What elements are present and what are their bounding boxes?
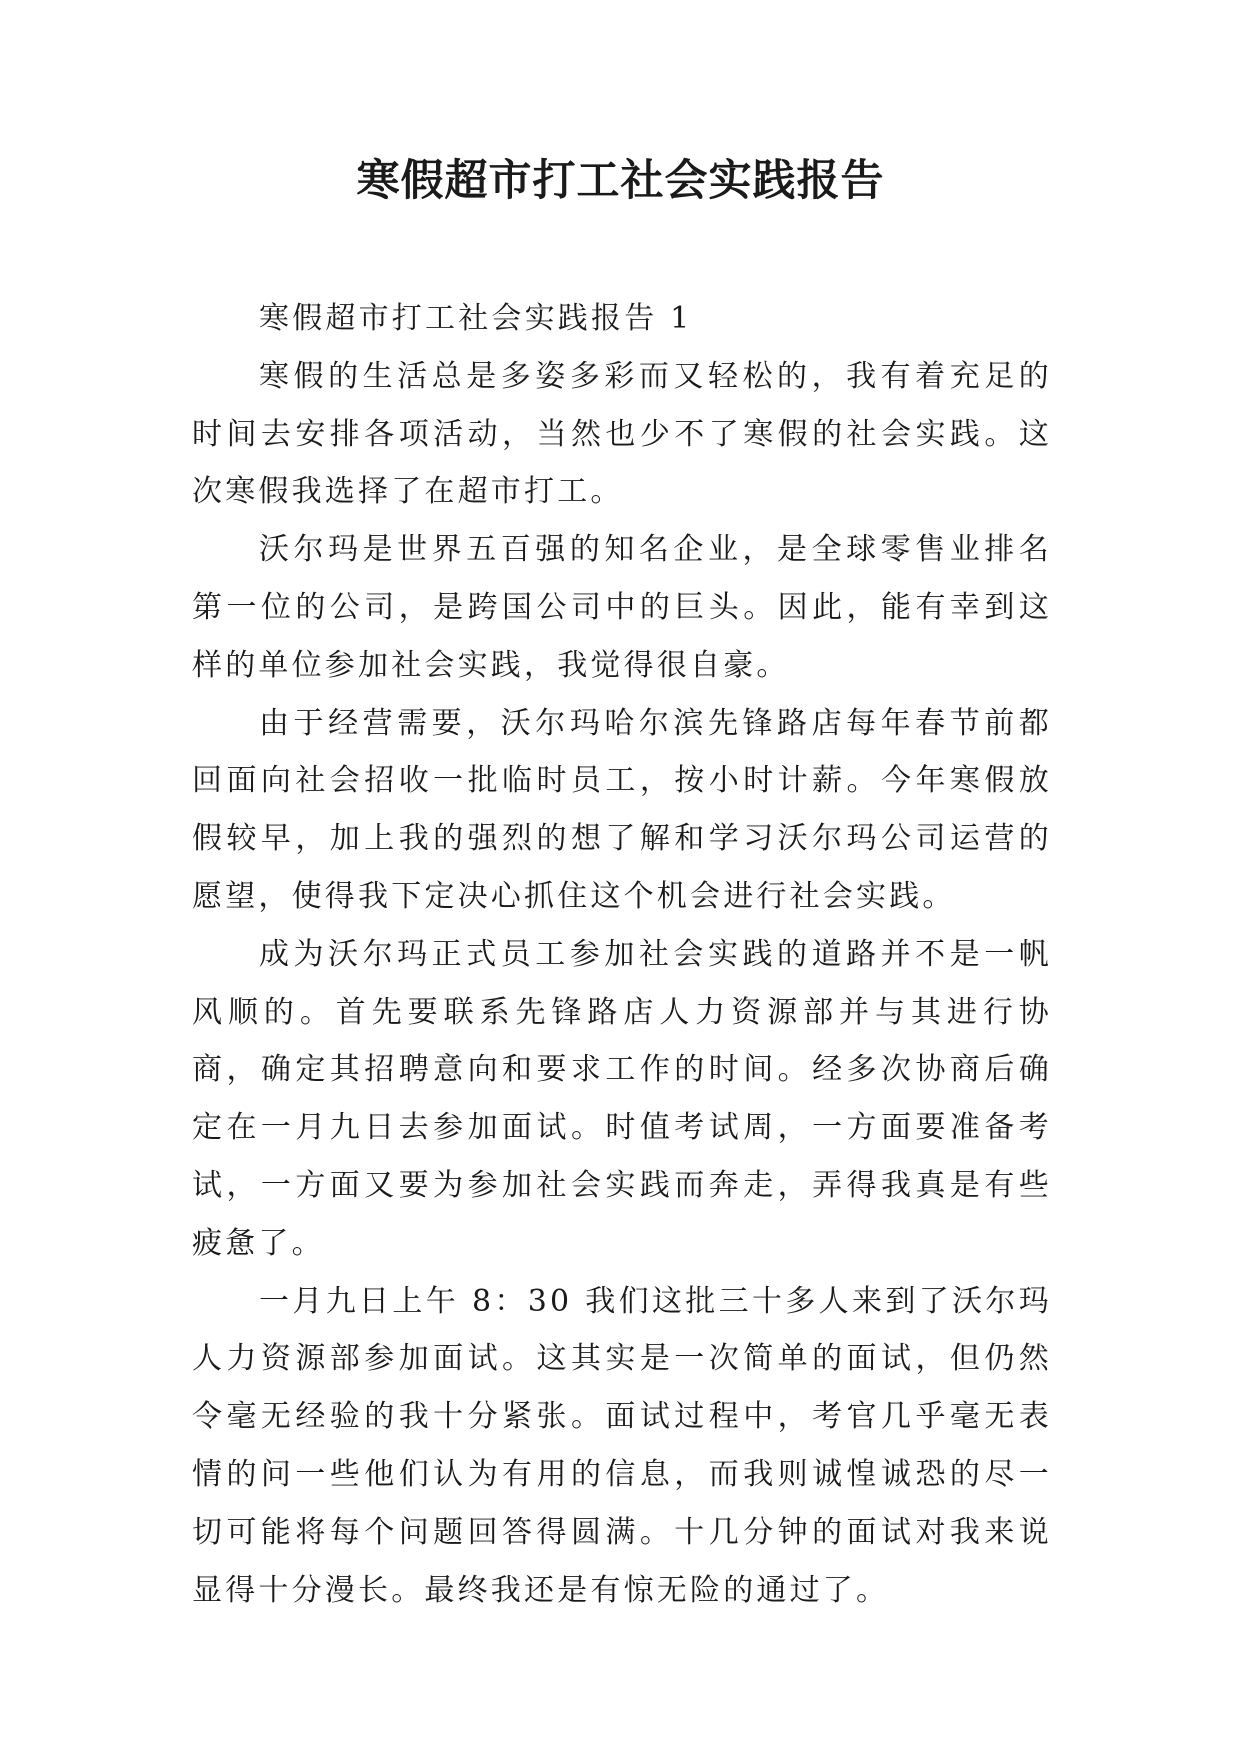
document-title: 寒假超市打工社会实践报告 [356, 156, 885, 206]
paragraph: 沃尔玛是世界五百强的知名企业，是全球零售业排名第一位的公司，是跨国公司中的巨头。因此，能有幸到这样的单位参加社会实践，我觉得很自豪。 [192, 532, 1052, 683]
section-heading: 寒假超市打工社会实践报告 1 [259, 301, 693, 336]
document-body [192, 290, 1052, 1619]
paragraph: 成为沃尔玛正式员工参加社会实践的道路并不是一帆风顺的。首先要联系先锋路店人力资源部并与其进行协商，确定其招聘意向和要求工作的时间。经多次协商后确定在一月九日去参加面试。时值考试周，一方面要准备考试，一方面又要为参加社会实践而奔走，弄得我真是有些疲惫了。 [192, 936, 1052, 1261]
paragraph: 一月九日上午 8：30 我们这批三十多人来到了沃尔玛人力资源部参加面试。这其实是一次简单的面试，但仍然令毫无经验的我十分紧张。面试过程中，考官几乎毫无表情的问一些他们认为有用的信息，而我则诚惶诚恐的尽一切可能将每个问题回答得圆满。十几分钟的面试对我来说显得十分漫长。最终我还是有惊无险的通过了。 [192, 1283, 1052, 1608]
paragraph: 由于经营需要，沃尔玛哈尔滨先锋路店每年春节前都回面向社会招收一批临时员工，按小时计薪。今年寒假放假较早，加上我的强烈的想了解和学习沃尔玛公司运营的愿望，使得我下定决心抓住这个机会进行社会实践。 [192, 705, 1052, 914]
paragraph: 寒假的生活总是多姿多彩而又轻松的，我有着充足的时间去安排各项活动，当然也少不了寒假的社会实践。这次寒假我选择了在超市打工。 [192, 358, 1052, 510]
